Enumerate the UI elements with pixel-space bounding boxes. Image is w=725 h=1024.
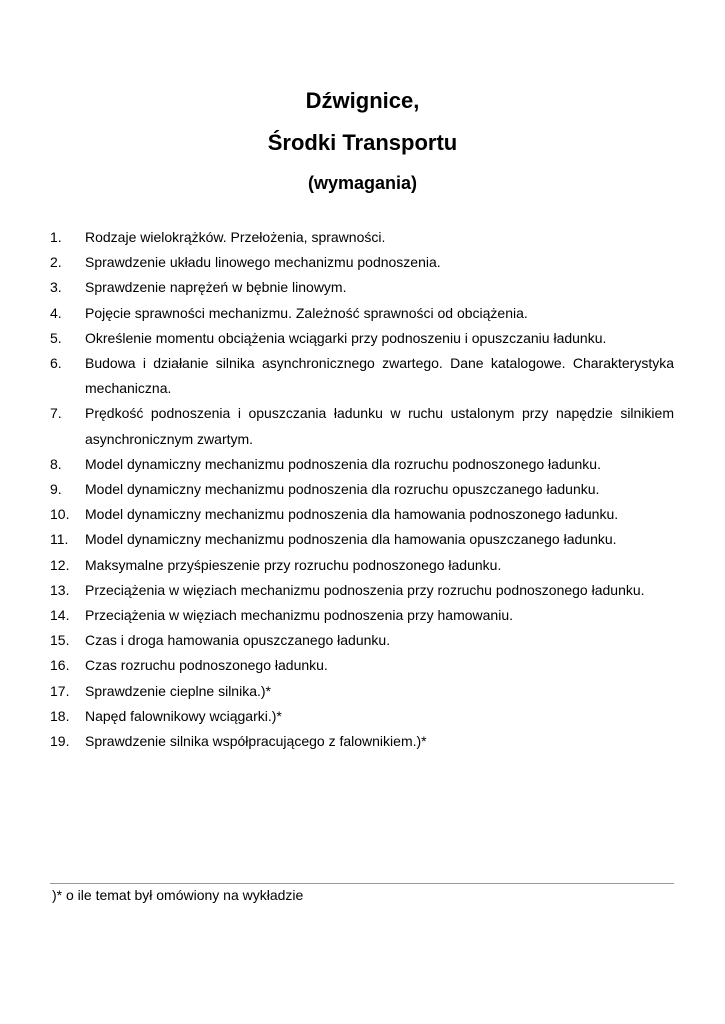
item-text: Maksymalne przyśpieszenie przy rozruchu podnoszonego ładunku. — [85, 556, 502, 573]
item-text: Prędkość podnoszenia i opuszczania ładunku w ruchu ustalonym przy napędzie silnikiem asynchronicznym zwartym. — [85, 405, 674, 447]
item-text: Model dynamiczny mechanizmu podnoszenia dla hamowania opuszczanego ładunku. — [85, 531, 617, 548]
item-number: 9. — [50, 481, 62, 498]
item-text: Budowa i działanie silnika asynchronicznego zwartego. Dane katalogowe. Charakterystyka mechaniczna. — [85, 355, 674, 397]
item-number: 19. — [50, 733, 70, 750]
item-text: Sprawdzenie naprężeń w bębnie linowym. — [85, 279, 347, 296]
item-number: 16. — [50, 657, 70, 674]
list-item — [50, 275, 674, 300]
subtitle: (wymagania) — [307, 173, 418, 193]
item-number: 2. — [50, 254, 62, 271]
item-number: 15. — [50, 632, 70, 649]
list-item — [50, 704, 674, 729]
item-text: Model dynamiczny mechanizmu podnoszenia dla rozruchu opuszczanego ładunku. — [85, 481, 600, 498]
item-text: Sprawdzenie cieplne silnika.)* — [85, 682, 271, 699]
footnote-divider — [50, 883, 674, 884]
item-number: 5. — [50, 329, 62, 346]
item-number: 11. — [50, 531, 69, 548]
list-item — [50, 225, 674, 250]
item-number: 7. — [50, 405, 62, 422]
item-text: Czas rozruchu podnoszonego ładunku. — [85, 657, 328, 674]
list-item — [50, 351, 674, 401]
item-number: 10. — [50, 506, 70, 523]
item-text: Sprawdzenie układu linowego mechanizmu podnoszenia. — [85, 254, 441, 271]
list-item — [50, 250, 674, 275]
item-number: 6. — [50, 355, 62, 372]
item-number: 12. — [50, 556, 70, 573]
title-line-1: Dźwignice, — [305, 88, 420, 113]
item-number: 17. — [50, 682, 70, 699]
list-item — [50, 679, 674, 704]
list-item — [50, 729, 674, 754]
item-number: 1. — [50, 229, 62, 245]
item-number: 8. — [50, 455, 62, 472]
item-text: Rodzaje wielokrążków. Przełożenia, sprawności. — [85, 229, 386, 245]
list-item — [50, 326, 674, 351]
item-text: Model dynamiczny mechanizmu podnoszenia dla hamowania podnoszonego ładunku. — [85, 506, 619, 523]
title-line-2: Środki Transportu — [267, 130, 458, 155]
list-item — [50, 653, 674, 678]
item-text: Przeciążenia w więziach mechanizmu podnoszenia przy rozruchu podnoszonego ładunku. — [85, 581, 645, 598]
item-text: Określenie momentu obciążenia wciągarki przy podnoszeniu i opuszczaniu ładunku. — [85, 329, 607, 346]
item-number: 13. — [50, 581, 70, 598]
item-text: Czas i droga hamowania opuszczanego ładunku. — [85, 632, 391, 649]
item-number: 3. — [50, 279, 62, 296]
footnote: )* o ile temat był omówiony na wykładzie — [52, 887, 304, 903]
list-item — [50, 553, 674, 578]
requirements-list — [50, 225, 674, 754]
list-item — [50, 452, 674, 477]
item-text: Napęd falownikowy wciągarki.)* — [85, 707, 282, 724]
list-item — [50, 401, 674, 451]
item-text: Sprawdzenie silnika współpracującego z falownikiem.)* — [85, 733, 427, 750]
list-item — [50, 477, 674, 502]
item-number: 4. — [50, 304, 62, 321]
item-text: Model dynamiczny mechanizmu podnoszenia dla rozruchu podnoszonego ładunku. — [85, 455, 601, 472]
list-item — [50, 578, 674, 603]
item-number: 18. — [50, 707, 70, 724]
list-item — [50, 628, 674, 653]
item-text: Przeciążenia w więziach mechanizmu podnoszenia przy hamowaniu. — [85, 607, 513, 624]
list-item — [50, 502, 674, 527]
list-item — [50, 527, 674, 552]
list-item — [50, 603, 674, 628]
item-number: 14. — [50, 607, 70, 624]
item-text: Pojęcie sprawności mechanizmu. Zależność sprawności od obciążenia. — [85, 304, 528, 321]
list-item — [50, 301, 674, 326]
